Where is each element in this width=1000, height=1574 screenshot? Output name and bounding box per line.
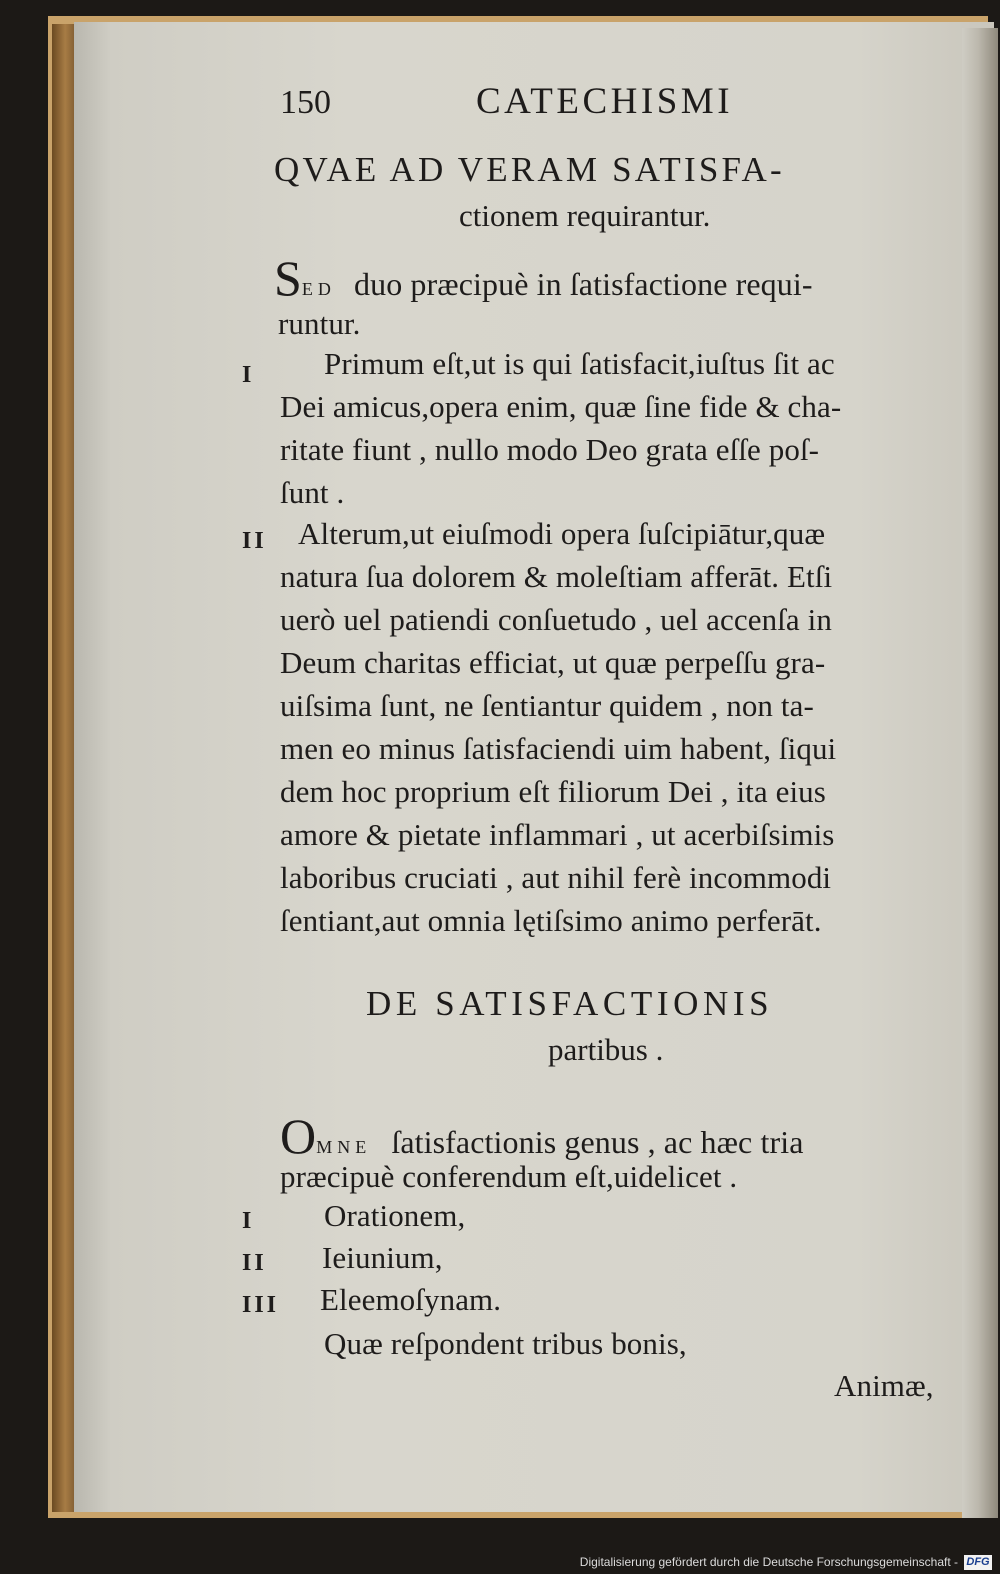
section-subheading: partibus . [548, 1032, 664, 1067]
list-numeral: II [242, 1250, 267, 1276]
text-line: Primum eſt,ut is qui ſatisfacit,iuſtus ſit ac [324, 346, 835, 381]
page-gutter-edge [52, 24, 76, 1512]
item-numeral: II [242, 528, 267, 554]
section-heading: QVAE AD VERAM SATISFA- [274, 150, 785, 189]
text-line: uiſsima ſunt, ne ſentiantur quidem , non ta- [280, 688, 814, 723]
footer-bar [0, 1552, 1000, 1574]
text-line: dem hoc proprium eſt filiorum Dei , ita eius [280, 774, 826, 809]
text-line: Deum charitas efficiat, ut quæ perpeſſu gra- [280, 645, 826, 680]
text-line: ritate fiunt , nullo modo Deo grata eſſe poſ- [280, 432, 820, 467]
small-caps-word: ED [301, 279, 336, 299]
section-subheading: ctionem requirantur. [459, 198, 711, 233]
text-line: laboribus cruciati , aut nihil ferè incommodi [280, 860, 832, 895]
text-line: natura ſua dolorem & moleſtiam afferāt. Etſi [280, 559, 833, 594]
section-heading: DE SATISFACTIONIS [366, 984, 774, 1023]
list-numeral: I [242, 1208, 255, 1234]
show-through-decoration [74, 22, 994, 1512]
list-item: Ieiunium, [322, 1240, 443, 1275]
page-right-edge [962, 28, 998, 1518]
drop-capital: S [274, 250, 302, 306]
text-line: men eo minus ſatisfaciendi uim habent, ſiqui [280, 731, 837, 766]
drop-capital: O [280, 1108, 317, 1164]
item-numeral: I [242, 362, 255, 388]
text-line: Alterum,ut eiuſmodi opera ſuſcipiātur,quæ [298, 516, 826, 551]
text-line: Dei amicus,opera enim, quæ ſine fide & cha- [280, 389, 842, 424]
list-item: Orationem, [324, 1198, 466, 1233]
text-line: ſentiant,aut omnia lętiſsimo animo perferāt. [280, 903, 822, 938]
paragraph-intro-line [274, 250, 813, 306]
list-item: Eleemoſynam. [320, 1282, 502, 1317]
book-page [74, 22, 994, 1512]
dfg-logo: DFG [964, 1555, 992, 1570]
text-line: Quæ reſpondent tribus bonis, [324, 1326, 687, 1361]
page-number: 150 [280, 84, 331, 121]
intro-text: duo præcipuè in ſatisfactione requi- [354, 266, 813, 302]
small-caps-word: MNE [316, 1137, 372, 1157]
text-line: ſunt . [280, 475, 345, 510]
list-numeral: III [242, 1292, 280, 1318]
funding-credit: Digitalisierung gefördert durch die Deutsche Forschungsgemeinschaft - [579, 1555, 958, 1569]
intro-text: ſatisfactionis genus , ac hæc tria [391, 1124, 804, 1160]
paragraph-intro-line [280, 1108, 804, 1164]
running-title: CATECHISMI [476, 81, 734, 122]
text-line: amore & pietate inflammari , ut acerbiſsimis [280, 817, 835, 852]
text-line: runtur. [278, 306, 361, 341]
text-line: uerò uel patiendi conſuetudo , uel accenſa in [280, 602, 832, 637]
catchword: Animæ, [834, 1368, 934, 1403]
text-line: præcipuè conferendum eſt,uidelicet . [280, 1159, 738, 1194]
